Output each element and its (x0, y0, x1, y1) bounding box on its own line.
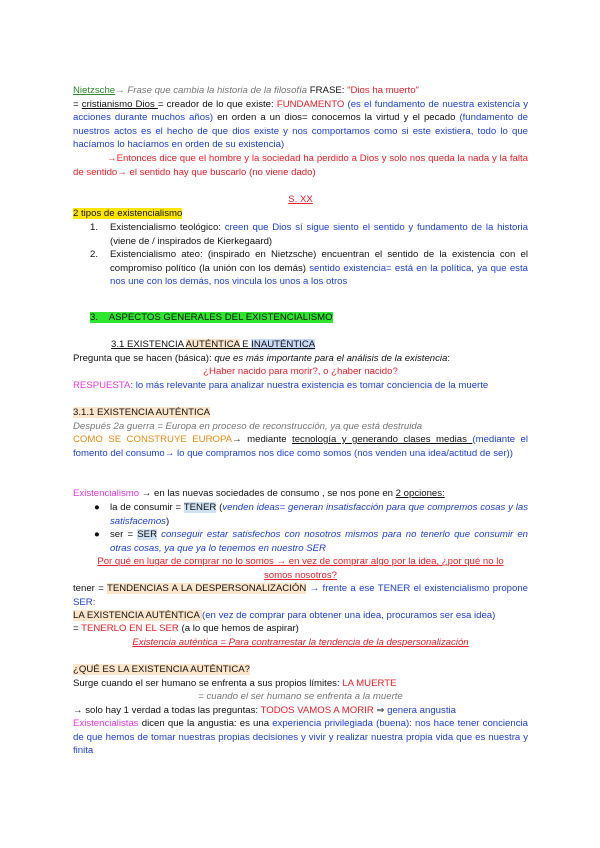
nietzsche-name: Nietzsche (73, 85, 116, 96)
como-paragraph: COMO SE CONSTRUYE EUROPA→ mediante tecnología y generando clases medias (mediante el fomento del consumo→ lo que compramos nos dice como somos (nos venden una idea/actitud de ser)) (73, 434, 528, 459)
s31-question-line: ¿Haber nacido para morir?, o ¿haber nacido? (203, 366, 398, 377)
tipos-item-2: 2. Existencialismo ateo: (inspirado en Nietzsche) encuentran el sentido de la existencia con el compromiso político (la unión con los demás) sentido existencia= está en la política, ya que esta nos une con los demás, nos vincula los unos a los otros (90, 249, 528, 288)
final-line: Existencia auténtica = Para contrarrestar la tendencia de la despersonalización (132, 637, 469, 648)
s31-response: RESPUESTA: lo más relevante para analizar nuestra existencia es tomar conciencia de la muerte (73, 380, 489, 391)
que-line-4: Existencialistas dicen que la angustia: es una experiencia privilegiada (buena): nos hace tener conciencia de que hemos de tomar nuestras propias decisiones y vivir y realizar nuestra propia vida que es nuestra y finita (73, 718, 528, 757)
que-line-3: → solo hay 1 verdad a todas las preguntas: TODOS VAMOS A MORIR ⇒ genera angustia (73, 705, 456, 716)
nietzsche-conclusion: →Entonces dice que el hombre y la sociedad ha perdido a Dios y solo nos queda la nada y la falta de sentido→ el sentido hay que buscarlo (no viene dado) (73, 153, 528, 178)
sxx-heading: S. XX (288, 194, 313, 205)
que-title: ¿QUÉ ES LA EXISTENCIA AUTÉNTICA? (73, 664, 251, 675)
s311-title: 3.1.1 EXISTENCIA AUTÉNTICA (73, 407, 211, 418)
bullet-tener: ● la de consumir = TENER (venden ideas= generan insatisfacción para que compremos cosas y las satisfacemos) (94, 502, 528, 527)
s31-question: Pregunta que se hacen (básica): que es más importante para el análisis de la existencia: (73, 353, 451, 364)
nietzsche-paragraph: Nietzsche→ Frase que cambia la historia de la filosofía FRASE: "Dios ha muerto" = cristianismo Dios = creador de lo que existe: FUNDAMENTO (es el fundamento de nuestra existencia y acciones durante muchos años) en orden a un dios= conocemos la virtud y el pecado (fundamento de nuestros actos es el hecho de que dios existe y nos comportamos como si este existiera, todo lo que hacíamos lo hacíamos en orden de su existencia) (73, 85, 528, 151)
bullet-dot: ● (94, 529, 100, 540)
aspectos-heading: 3. ASPECTOS GENERALES DEL EXISTENCIALISMO (90, 312, 333, 323)
tener-line: tener = TENDENCIAS A LA DESPERSONALIZACIÓN → frente a ese TENER el existencialismo propone SER: (73, 583, 528, 608)
s311-subtitle: Después 2a guerra = Europa en proceso de reconstrucción, ya que está destruida (73, 421, 423, 432)
la-existencia-line: LA EXISTENCIA AUTÉNTICA (en vez de comprar para obtener una idea, procuramos ser esa idea) (73, 610, 496, 621)
tenerlo-line: = TENERLO EN EL SER (a lo que hemos de aspirar) (73, 623, 299, 634)
tipos-item-1: 1. Existencialismo teológico: creen que Dios sí sigue siento el sentido y fundamento de la historia (viene de / inspirados de Kierkegaard) (90, 222, 529, 247)
s31-title: 3.1 EXISTENCIA AUTÉNTICA E INAUTÉNTICA (111, 339, 316, 350)
porque-line: Por qué en lugar de comprar no lo somos → en vez de comprar algo por la idea, ¿por qué no lo somos nosotros? (97, 556, 504, 581)
bullet-dot: ● (94, 502, 100, 513)
frase-quote: "Dios ha muerto" (347, 85, 419, 96)
que-line-2: = cuando el ser humano se enfrenta a la muerte (198, 691, 403, 702)
tipos-title: 2 tipos de existencialismo (73, 208, 183, 219)
que-line-1: Surge cuando el ser humano se enfrenta a sus propios límites: LA MUERTE (73, 678, 397, 689)
bullet-ser: ● ser = SER conseguir estar satisfechos con nosotros mismos para no tenerlo que consumir en otras cosas, ya que ya lo tenemos en nuestro SER (94, 529, 529, 554)
existencialismo-line: Existencialismo → en las nuevas sociedades de consumo , se nos pone en 2 opciones: (73, 488, 445, 499)
